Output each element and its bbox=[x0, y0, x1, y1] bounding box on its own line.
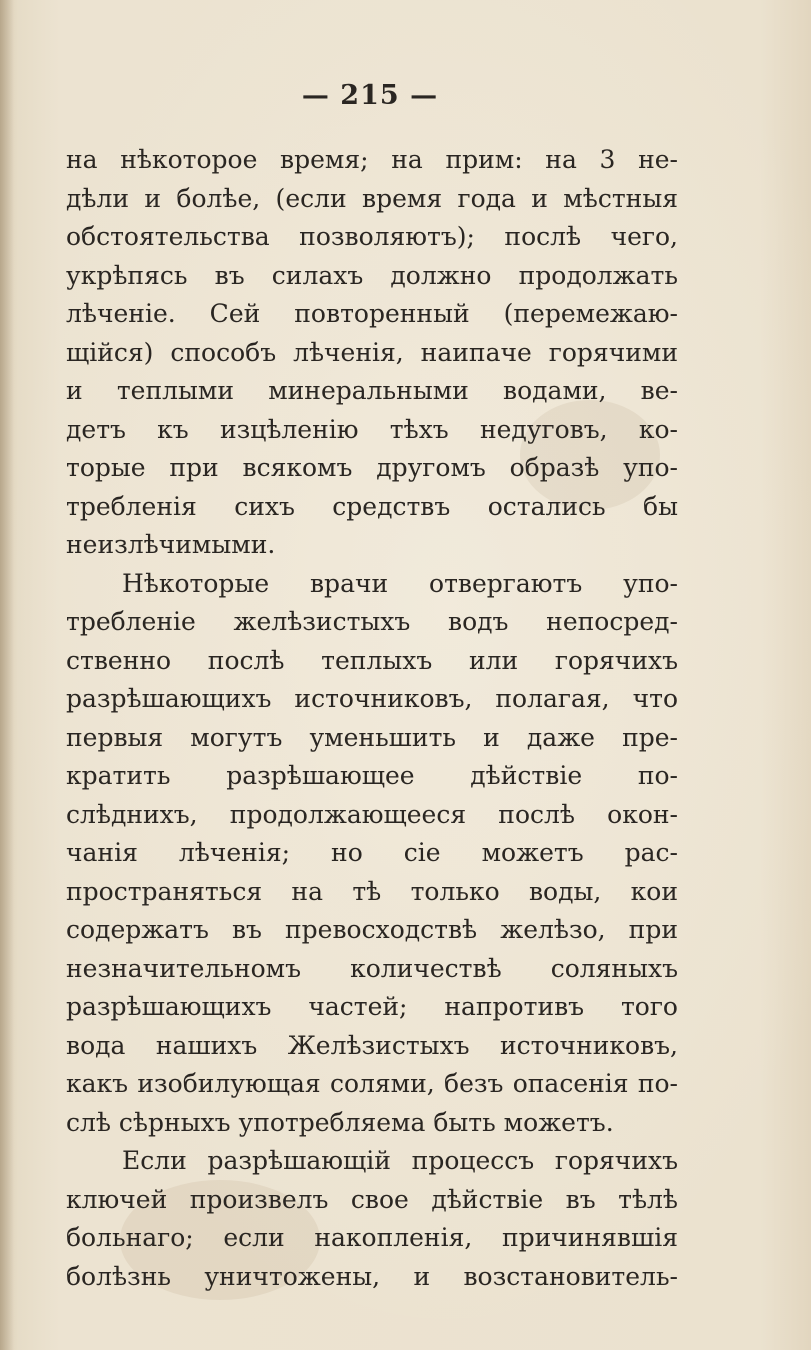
text-line: слѣ сѣрныхъ употребляема быть можетъ. bbox=[66, 1107, 614, 1137]
text-line: обстоятельства позволяютъ); послѣ чего, bbox=[66, 222, 678, 251]
text-line: кратить разрѣшающее дѣйствіе по- bbox=[66, 761, 678, 790]
text-line: Если разрѣшающій процессъ горячихъ bbox=[122, 1146, 678, 1175]
body-text bbox=[66, 141, 678, 1296]
text-line: пространяться на тѣ только воды, кои bbox=[66, 876, 678, 906]
text-line: неизлѣчимыми. bbox=[66, 530, 276, 559]
page-number: — 215 — bbox=[301, 80, 439, 111]
text-line: содержатъ въ превосходствѣ желѣзо, при bbox=[66, 915, 678, 944]
text-line: щійся) способъ лѣченія, наипаче горячими bbox=[66, 337, 678, 367]
text-line: ключей произвелъ свое дѣйствіе въ тѣлѣ bbox=[66, 1184, 678, 1214]
text-line: дѣли и болѣе, (если время года и мѣстныя bbox=[66, 183, 678, 213]
text-line: детъ къ изцѣленію тѣхъ недуговъ, ко- bbox=[66, 414, 678, 444]
text-line: болѣзнь уничтожены, и возстановитель- bbox=[66, 1261, 678, 1291]
text-line: требленія сихъ средствъ остались бы bbox=[66, 491, 678, 521]
text-line: чанія лѣченія; но сіе можетъ рас- bbox=[66, 838, 678, 867]
text-line: разрѣшающихъ частей; напротивъ того bbox=[66, 992, 678, 1021]
text-line: на нѣкоторое время; на прим: на 3 не- bbox=[66, 145, 678, 174]
text-line: требленіе желѣзистыхъ водъ непосред- bbox=[66, 607, 678, 636]
spine-shadow bbox=[0, 0, 14, 1350]
text-line: торые при всякомъ другомъ образѣ упо- bbox=[66, 453, 678, 482]
text-line: ственно послѣ теплыхъ или горячихъ bbox=[66, 645, 678, 675]
text-line: вода нашихъ Желѣзистыхъ источниковъ, bbox=[66, 1030, 678, 1060]
text-line: больнаго; если накопленія, причинявшія bbox=[66, 1223, 678, 1252]
text-line: незначительномъ количествѣ соляныхъ bbox=[66, 953, 678, 983]
text-line: укрѣпясь въ силахъ должно продолжать bbox=[66, 260, 678, 290]
text-line: первыя могутъ уменьшить и даже пре- bbox=[66, 722, 678, 752]
text-line: и теплыми минеральными водами, ве- bbox=[66, 376, 678, 405]
text-line: слѣднихъ, продолжающееся послѣ окон- bbox=[66, 799, 678, 829]
text-line: лѣченіе. Сей повторенный (перемежаю- bbox=[66, 299, 678, 328]
text-line: разрѣшающихъ источниковъ, полагая, что bbox=[66, 684, 678, 713]
text-line: Нѣкоторые врачи отвергаютъ упо- bbox=[122, 568, 678, 598]
text-line: какъ изобилующая солями, безъ опасенія по- bbox=[66, 1069, 678, 1098]
